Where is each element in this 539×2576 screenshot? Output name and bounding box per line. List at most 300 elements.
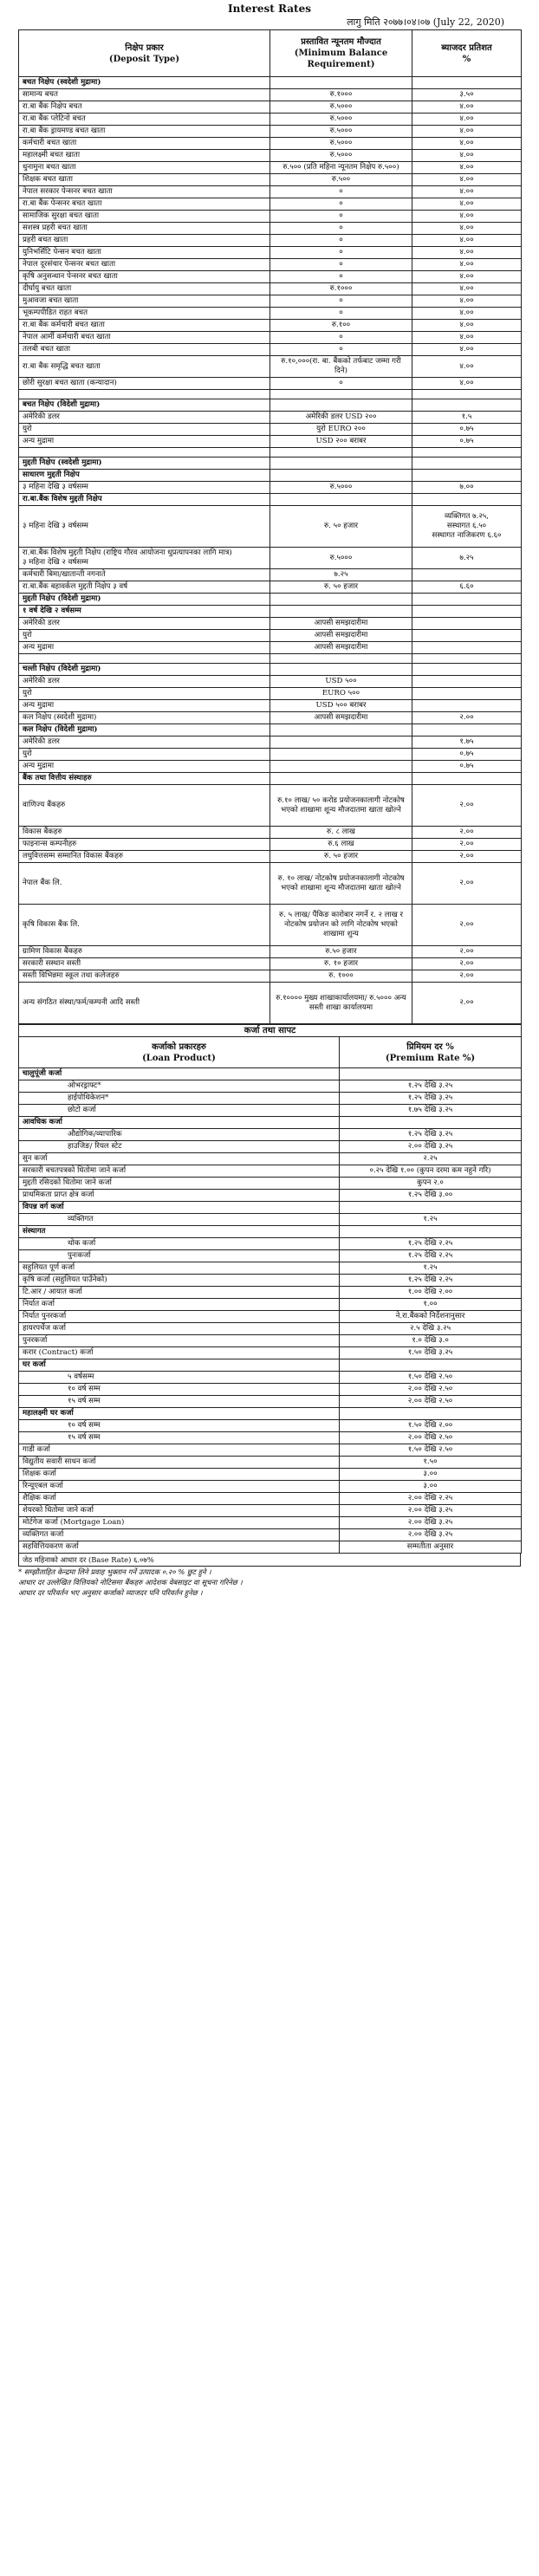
premium-rate-cell: १.५० देखि ३.२५ bbox=[340, 1347, 522, 1359]
min-balance-cell bbox=[270, 736, 412, 749]
deposit-row bbox=[19, 198, 522, 211]
min-balance-cell: ० bbox=[270, 198, 412, 211]
deposit-row bbox=[19, 399, 522, 412]
min-balance-cell: रु. ८ लाख bbox=[270, 827, 412, 839]
premium-rate-cell: १.५० bbox=[340, 1457, 522, 1469]
loan-row bbox=[19, 1287, 522, 1299]
min-balance-cell: रु. १० लाख/ नोटकोष प्रयोजनकालागी नोटकोष भएको शाखामा शून्य मौजदातमा खाता खोल्ने bbox=[270, 863, 412, 905]
deposit-row bbox=[19, 785, 522, 827]
rate-cell: ४.०० bbox=[412, 211, 522, 223]
loan-row bbox=[19, 1250, 522, 1262]
premium-rate-cell: २.०० देखि ३.२५ bbox=[340, 1529, 522, 1541]
deposit-row bbox=[19, 839, 522, 851]
deposit-row bbox=[19, 946, 522, 958]
loan-row bbox=[19, 1323, 522, 1335]
rate-cell: ०.७५ bbox=[412, 761, 522, 773]
loan-row bbox=[19, 1068, 522, 1080]
rate-cell bbox=[412, 448, 522, 457]
deposit-type-cell: अन्य मुद्रामा bbox=[19, 700, 270, 712]
loan-product-cell: रिन्यूएबल कर्जा bbox=[19, 1481, 340, 1493]
min-balance-cell: युरो EURO २०० bbox=[270, 424, 412, 436]
rate-cell bbox=[412, 700, 522, 712]
deposit-rows bbox=[19, 77, 522, 1024]
rate-cell: ४.०० bbox=[412, 356, 522, 378]
deposit-row bbox=[19, 344, 522, 356]
loan-product-cell: पुनःकर्जा bbox=[19, 1250, 340, 1262]
deposit-type-cell: रा.बा बैंक समृद्धि बचत खाता bbox=[19, 356, 270, 378]
deposit-row bbox=[19, 186, 522, 198]
min-balance-cell bbox=[270, 773, 412, 785]
deposit-type-cell: अमेरिकी डलर bbox=[19, 618, 270, 630]
min-balance-cell: रु.१००० bbox=[270, 89, 412, 101]
deposit-type-cell: महालक्ष्मी बचत खाता bbox=[19, 150, 270, 162]
deposit-row bbox=[19, 412, 522, 424]
loan-product-cell: हाईपोथिकेशन* bbox=[19, 1093, 340, 1105]
loan-product-header: कर्जाको प्रकारहरु (Loan Product) bbox=[19, 1037, 340, 1068]
deposit-row bbox=[19, 457, 522, 470]
effective-date: लागु मिति २०७७।०४।०७ (July 22, 2020) bbox=[347, 16, 504, 28]
loan-product-cell: थोक कर्जा bbox=[19, 1238, 340, 1250]
min-balance-cell: ० bbox=[270, 235, 412, 247]
deposit-row bbox=[19, 114, 522, 126]
loan-row bbox=[19, 1347, 522, 1359]
deposit-row bbox=[19, 773, 522, 785]
deposit-row bbox=[19, 863, 522, 905]
deposit-type-cell: मुआवजा बचत खाता bbox=[19, 295, 270, 308]
rate-cell: २.०० bbox=[412, 712, 522, 724]
rate-cell: ४.०० bbox=[412, 101, 522, 114]
min-balance-cell: रु.१०० bbox=[270, 320, 412, 332]
deposit-type-cell: नेपाल आर्मी कर्मचारी बचत खाता bbox=[19, 332, 270, 344]
deposit-type-cell bbox=[19, 448, 270, 457]
rate-cell bbox=[412, 618, 522, 630]
loan-product-cell: शैक्षिक कर्जा bbox=[19, 1493, 340, 1505]
loan-product-cell: हाउजिङ/ रियल स्टेट bbox=[19, 1141, 340, 1153]
deposit-type-cell: ग्रामिण विकास बैंकहरु bbox=[19, 946, 270, 958]
min-balance-cell: रु.५००० bbox=[270, 150, 412, 162]
deposit-type-cell: विकास बैंकहरु bbox=[19, 827, 270, 839]
premium-rate-cell: १.० देखि ३.० bbox=[340, 1335, 522, 1347]
min-balance-cell: रु. ५ लाख/ पैंकिङ कारोबार नगर्ने र. २ लाख र नोटकोष प्रयोजन को लागि नोटकोष भएको शाखामा शुन्य bbox=[270, 905, 412, 946]
min-balance-cell: ० bbox=[270, 271, 412, 283]
rate-cell: ४.०० bbox=[412, 344, 522, 356]
deposit-row bbox=[19, 89, 522, 101]
premium-rate-cell: १.५० देखि २.५० bbox=[340, 1372, 522, 1384]
rate-cell: २.०० bbox=[412, 905, 522, 946]
loan-product-cell: सहुलियत पूर्ण कर्जा bbox=[19, 1262, 340, 1275]
min-balance-cell: रु. ५० हजार bbox=[270, 506, 412, 548]
rate-cell: ४.०० bbox=[412, 283, 522, 295]
premium-rate-cell: २.५ देखि ३.२५ bbox=[340, 1323, 522, 1335]
deposit-type-cell: युरो bbox=[19, 688, 270, 700]
deposit-row bbox=[19, 308, 522, 320]
loan-product-cell: व्यक्तिगत कर्जा bbox=[19, 1529, 340, 1541]
premium-rate-cell: २.०० देखि २.५० bbox=[340, 1396, 522, 1408]
rate-cell: २.०० bbox=[412, 958, 522, 970]
deposit-row bbox=[19, 712, 522, 724]
note-base-rate: जेठ महिनाको आधार दर (Base Rate) ६.०७% bbox=[18, 1554, 521, 1567]
deposit-row bbox=[19, 271, 522, 283]
deposit-type-cell: सामान्य बचत bbox=[19, 89, 270, 101]
deposit-type-cell: रा.बा बैंक कर्मचारी बचत खाता bbox=[19, 320, 270, 332]
deposit-type-cell: नेपाल दूरसंचार पेन्सनर बचत खाता bbox=[19, 259, 270, 271]
rate-cell: ४.०० bbox=[412, 378, 522, 390]
loan-row bbox=[19, 1178, 522, 1190]
loan-header-row bbox=[19, 1037, 522, 1068]
loan-row bbox=[19, 1117, 522, 1129]
loan-row bbox=[19, 1493, 522, 1505]
deposit-row bbox=[19, 259, 522, 271]
deposit-row bbox=[19, 150, 522, 162]
loan-product-cell: शेयरको धितोमा जाने कर्जा bbox=[19, 1505, 340, 1517]
min-balance-cell: आपसी समझदारीमा bbox=[270, 642, 412, 654]
premium-rate-cell: १.२५ देखि ३.२५ bbox=[340, 1129, 522, 1141]
deposit-rates-table bbox=[18, 29, 522, 1024]
min-balance-cell: USD २०० बराबर bbox=[270, 436, 412, 448]
deposit-type-cell: सशस्त्र प्रहरी बचत खाता bbox=[19, 223, 270, 235]
loan-row bbox=[19, 1190, 522, 1202]
loan-row bbox=[19, 1262, 522, 1275]
deposit-row bbox=[19, 642, 522, 654]
loan-row bbox=[19, 1505, 522, 1517]
min-balance-cell bbox=[270, 399, 412, 412]
loan-row bbox=[19, 1372, 522, 1384]
deposit-row bbox=[19, 506, 522, 548]
premium-rate-cell: २.०० देखि ३.२५ bbox=[340, 1517, 522, 1529]
premium-rate-cell bbox=[340, 1117, 522, 1129]
deposit-type-cell: अन्य मुद्रामा bbox=[19, 761, 270, 773]
min-balance-cell: रु.१०००० मुख्य शाखाकार्यालयमा/ रु.५००० अन्य सस्ती शाखा कार्यालयमा bbox=[270, 983, 412, 1024]
premium-rate-cell bbox=[340, 1202, 522, 1214]
min-balance-cell: रु. १००० bbox=[270, 970, 412, 983]
rate-cell bbox=[412, 630, 522, 642]
min-balance-cell: आपसी समझदारीमा bbox=[270, 712, 412, 724]
min-balance-cell bbox=[270, 749, 412, 761]
rate-cell: ४.०० bbox=[412, 332, 522, 344]
rate-cell: ४.०० bbox=[412, 295, 522, 308]
deposit-type-cell: रा.बा.बैंक बहावर्कल मुद्दती निक्षेप ३ वर्ष bbox=[19, 581, 270, 594]
deposit-row bbox=[19, 676, 522, 688]
min-balance-cell: EURO ५०० bbox=[270, 688, 412, 700]
min-balance-cell: रु.५००० bbox=[270, 482, 412, 494]
deposit-row bbox=[19, 283, 522, 295]
loan-product-cell: मुद्दती रसिदको धितोमा जाने कर्जा bbox=[19, 1178, 340, 1190]
deposit-row bbox=[19, 851, 522, 863]
min-balance-cell: रु.५००० bbox=[270, 548, 412, 569]
deposit-type-cell: कृषि विकास बैंक लि. bbox=[19, 905, 270, 946]
loan-row bbox=[19, 1384, 522, 1396]
note-base-rate-publication: आधार दर उल्लेखित वित्तियको नोटिसमा बैंकहरु आदेशक वेबसाइट वा सूचना गरिनेछ । bbox=[18, 1578, 243, 1586]
min-balance-cell: USD ५०० बराबर bbox=[270, 700, 412, 712]
rate-cell bbox=[412, 642, 522, 654]
premium-rate-cell: ०.२५ देखि १.०० (कुपन दरमा कम नहुने गरि) bbox=[340, 1165, 522, 1178]
deposit-type-cell: युरो bbox=[19, 630, 270, 642]
premium-rate-cell: १.२५ bbox=[340, 1262, 522, 1275]
deposit-type-cell: रा.बा बैंक निक्षेप बचत bbox=[19, 101, 270, 114]
deposit-type-cell: धुनामुना बचत खाता bbox=[19, 162, 270, 174]
deposit-row bbox=[19, 101, 522, 114]
deposit-row bbox=[19, 436, 522, 448]
loan-product-cell: शिक्षक कर्जा bbox=[19, 1469, 340, 1481]
deposit-type-cell: ३ महिना देखि ३ वर्षसम्म bbox=[19, 506, 270, 548]
rate-cell: २.०० bbox=[412, 970, 522, 983]
loan-row bbox=[19, 1080, 522, 1093]
deposit-row bbox=[19, 905, 522, 946]
loan-product-cell: ओभरड्राफ्ट* bbox=[19, 1080, 340, 1093]
rate-cell bbox=[412, 664, 522, 676]
deposit-type-cell: शिक्षक बचत खाता bbox=[19, 174, 270, 186]
min-balance-cell: रु.५००० bbox=[270, 126, 412, 138]
deposit-row bbox=[19, 724, 522, 736]
deposit-row bbox=[19, 390, 522, 399]
premium-rate-cell: ने.रा.बैंकको निर्देशनानुसार bbox=[340, 1311, 522, 1323]
deposit-row bbox=[19, 235, 522, 247]
deposit-type-cell: सरकारी सस्थान सस्ती bbox=[19, 958, 270, 970]
loan-rates-table bbox=[18, 1024, 522, 1554]
loan-row bbox=[19, 1311, 522, 1323]
min-balance-cell: रु.१००० bbox=[270, 283, 412, 295]
deposit-type-cell: चल्ती निक्षेप (विदेशी मुद्रामा) bbox=[19, 664, 270, 676]
premium-rate-cell: १.२५ देखि २.२५ bbox=[340, 1250, 522, 1262]
deposit-header-row bbox=[19, 30, 522, 77]
min-balance-cell: अमेरिकी डलर USD २०० bbox=[270, 412, 412, 424]
rate-cell: ४.०० bbox=[412, 138, 522, 150]
min-balance-cell bbox=[270, 470, 412, 482]
loan-row bbox=[19, 1432, 522, 1444]
min-balance-header: प्रस्तावित न्यूनतम मौज्दात (Minimum Balance Requirement) bbox=[270, 30, 412, 77]
rate-cell: ४.०० bbox=[412, 198, 522, 211]
loan-product-cell: विपन्न वर्ग कर्जा bbox=[19, 1202, 340, 1214]
deposit-row bbox=[19, 958, 522, 970]
min-balance-cell: ० bbox=[270, 308, 412, 320]
rate-cell: २.०० bbox=[412, 851, 522, 863]
rate-cell: ४.०० bbox=[412, 150, 522, 162]
loan-row bbox=[19, 1129, 522, 1141]
deposit-type-cell: १ वर्ष देखि २ वर्षसम्म bbox=[19, 606, 270, 618]
deposit-row bbox=[19, 320, 522, 332]
rate-cell: ७.२५ bbox=[412, 548, 522, 569]
premium-rate-cell bbox=[340, 1068, 522, 1080]
rate-cell: ४.०० bbox=[412, 308, 522, 320]
min-balance-cell: रु.५० हजार bbox=[270, 946, 412, 958]
premium-rate-cell: १.२५ bbox=[340, 1214, 522, 1226]
loan-row bbox=[19, 1141, 522, 1153]
deposit-row bbox=[19, 761, 522, 773]
min-balance-cell: रु.६ लाख bbox=[270, 839, 412, 851]
loan-row bbox=[19, 1226, 522, 1238]
rate-cell: ६.६० bbox=[412, 581, 522, 594]
loan-product-cell: महालक्ष्मी घर कर्जा bbox=[19, 1408, 340, 1420]
deposit-type-cell: रा.बा.बैंक विशेष मुद्दती निक्षेप (राष्ट्रिय गौरव आयोजना धुप्रत्यापनका लागि मात्र) ३ महिना देखि २ वर्षसम्म bbox=[19, 548, 270, 569]
rate-cell: ४.०० bbox=[412, 320, 522, 332]
premium-rate-cell: १.५० देखि २.०० bbox=[340, 1420, 522, 1432]
deposit-row bbox=[19, 736, 522, 749]
loan-section-title-row bbox=[19, 1025, 522, 1037]
min-balance-cell: ० bbox=[270, 295, 412, 308]
rate-cell: ४.०० bbox=[412, 174, 522, 186]
deposit-row bbox=[19, 77, 522, 89]
deposit-row bbox=[19, 138, 522, 150]
loan-section-title: कर्जा तथा सापट bbox=[19, 1025, 522, 1037]
deposit-type-cell bbox=[19, 654, 270, 664]
min-balance-cell: रु.१०,०००(रा. बा. बैंकको तर्फबाट जम्मा गरी दिने) bbox=[270, 356, 412, 378]
deposit-type-cell: रा.बा बैंक पेन्सनर बचत खाता bbox=[19, 198, 270, 211]
deposit-row bbox=[19, 470, 522, 482]
premium-rate-cell bbox=[340, 1359, 522, 1372]
deposit-row bbox=[19, 174, 522, 186]
loan-row bbox=[19, 1165, 522, 1178]
min-balance-cell bbox=[270, 606, 412, 618]
rate-cell: २.०० bbox=[412, 863, 522, 905]
rate-cell: १.७५ bbox=[412, 736, 522, 749]
deposit-type-cell: सामाजिक सुरक्षा बचत खाता bbox=[19, 211, 270, 223]
loan-product-cell: ५ वर्षसम्म bbox=[19, 1372, 340, 1384]
min-balance-cell bbox=[270, 390, 412, 399]
rate-cell: ४.०० bbox=[412, 271, 522, 283]
min-balance-cell: रु.५०० bbox=[270, 174, 412, 186]
loan-product-cell: सहवित्तियकरण कर्जा bbox=[19, 1541, 340, 1554]
loan-row bbox=[19, 1299, 522, 1311]
loan-row bbox=[19, 1481, 522, 1493]
deposit-type-cell: मुद्दती निक्षेप (स्वदेशी मुद्रामा) bbox=[19, 457, 270, 470]
deposit-row bbox=[19, 630, 522, 642]
premium-rate-cell: २.०० देखि ३.२५ bbox=[340, 1141, 522, 1153]
deposit-type-cell: रा.बा बैंक प्लेटिनो बचत bbox=[19, 114, 270, 126]
loan-row bbox=[19, 1359, 522, 1372]
deposit-type-cell bbox=[19, 390, 270, 399]
min-balance-cell: ७.२५ bbox=[270, 569, 412, 581]
min-balance-cell: रु.५००० bbox=[270, 101, 412, 114]
deposit-type-cell: साधारण मुद्दती निक्षेप bbox=[19, 470, 270, 482]
premium-rate-cell: सम्मतीता अनुसार bbox=[340, 1541, 522, 1554]
deposit-row bbox=[19, 448, 522, 457]
rate-cell: २.०० bbox=[412, 827, 522, 839]
loan-product-cell: घर कर्जा bbox=[19, 1359, 340, 1372]
rate-cell: २.०० bbox=[412, 946, 522, 958]
min-balance-cell: आपसी समझदारीमा bbox=[270, 618, 412, 630]
min-balance-cell: रु.५००० bbox=[270, 114, 412, 126]
rate-cell: १.५ bbox=[412, 412, 522, 424]
premium-rate-cell: २.०० देखि ३.२५ bbox=[340, 1505, 522, 1517]
rate-cell: ४.०० bbox=[412, 186, 522, 198]
min-balance-cell bbox=[270, 654, 412, 664]
rate-cell bbox=[412, 654, 522, 664]
rate-cell: ४.०० bbox=[412, 162, 522, 174]
deposit-row bbox=[19, 827, 522, 839]
deposit-row bbox=[19, 548, 522, 569]
min-balance-cell: ० bbox=[270, 223, 412, 235]
loan-product-cell: १० वर्ष सम्म bbox=[19, 1384, 340, 1396]
deposit-type-cell: कल निक्षेप (स्वदेशी मुद्रामा) bbox=[19, 712, 270, 724]
deposit-row bbox=[19, 494, 522, 506]
rate-header: ब्याजदर प्रतिशत % bbox=[412, 30, 522, 77]
deposit-type-cell: वाणिज्य बैंकहरु bbox=[19, 785, 270, 827]
loan-row bbox=[19, 1420, 522, 1432]
loan-product-cell: प्राथमिकता प्राप्त क्षेत्र कर्जा bbox=[19, 1190, 340, 1202]
rate-cell: ४.०० bbox=[412, 126, 522, 138]
premium-rate-cell: १.२५ देखि ३.२५ bbox=[340, 1093, 522, 1105]
deposit-type-cell: बचत निक्षेप (विदेशी मुद्रामा) bbox=[19, 399, 270, 412]
rate-cell bbox=[412, 688, 522, 700]
deposit-type-cell: अन्य मुद्रामा bbox=[19, 436, 270, 448]
loan-rows bbox=[19, 1068, 522, 1554]
deposit-row bbox=[19, 664, 522, 676]
deposit-type-cell: बचत निक्षेप (स्वदेशी मुद्रामा) bbox=[19, 77, 270, 89]
min-balance-cell: रु.५०० (प्रति महिना न्यूनतम निक्षेप रु.५००) bbox=[270, 162, 412, 174]
premium-rate-cell: ३.०० bbox=[340, 1469, 522, 1481]
deposit-row bbox=[19, 247, 522, 259]
deposit-row bbox=[19, 295, 522, 308]
rate-cell bbox=[412, 399, 522, 412]
rate-cell: ४.०० bbox=[412, 235, 522, 247]
min-balance-cell: रु. १० हजार bbox=[270, 958, 412, 970]
loan-row bbox=[19, 1469, 522, 1481]
deposit-row bbox=[19, 606, 522, 618]
min-balance-cell: रु. ५० हजार bbox=[270, 581, 412, 594]
premium-rate-cell: कुपन २.० bbox=[340, 1178, 522, 1190]
rate-cell bbox=[412, 606, 522, 618]
premium-rate-cell: २.२५ bbox=[340, 1153, 522, 1165]
deposit-row bbox=[19, 749, 522, 761]
rate-cell bbox=[412, 77, 522, 89]
deposit-type-cell: अमेरिकी डलर bbox=[19, 676, 270, 688]
rate-cell: ०.७५ bbox=[412, 424, 522, 436]
deposit-type-cell: दीर्घायु बचत खाता bbox=[19, 283, 270, 295]
rate-cell: २.०० bbox=[412, 839, 522, 851]
rate-cell bbox=[412, 724, 522, 736]
loan-row bbox=[19, 1093, 522, 1105]
premium-rate-cell: १.०० देखि २.०० bbox=[340, 1287, 522, 1299]
loan-row bbox=[19, 1396, 522, 1408]
deposit-row bbox=[19, 332, 522, 344]
loan-row bbox=[19, 1444, 522, 1457]
deposit-row bbox=[19, 970, 522, 983]
rate-cell: ०.७५ bbox=[412, 749, 522, 761]
loan-row bbox=[19, 1517, 522, 1529]
note-rate-change: आधार दर परिवर्तन भए अनुसार कर्जाको व्याजदर पनि परिवर्तन हुनेछ । bbox=[18, 1588, 203, 1597]
deposit-type-cell: अमेरिकी डलर bbox=[19, 412, 270, 424]
premium-rate-cell: २.०० देखि २.५० bbox=[340, 1432, 522, 1444]
deposit-row bbox=[19, 126, 522, 138]
loan-row bbox=[19, 1214, 522, 1226]
deposit-type-cell: मुद्दती निक्षेप (विदेशी मुद्रामा) bbox=[19, 594, 270, 606]
loan-product-cell: हायरपर्चेज कर्जा bbox=[19, 1323, 340, 1335]
premium-rate-cell: १.२५ देखि २.२५ bbox=[340, 1238, 522, 1250]
deposit-row bbox=[19, 223, 522, 235]
premium-rate-cell: १.२५ देखि ३.२५ bbox=[340, 1080, 522, 1093]
rate-cell bbox=[412, 494, 522, 506]
min-balance-cell: आपसी समझदारीमा bbox=[270, 630, 412, 642]
deposit-type-cell: लघुवित्तसम्म सम्मानित विकास बैंकहरु bbox=[19, 851, 270, 863]
deposit-row bbox=[19, 356, 522, 378]
min-balance-cell: रु.५००० bbox=[270, 138, 412, 150]
min-balance-cell: रु. ५० हजार bbox=[270, 851, 412, 863]
min-balance-cell: USD ५०० bbox=[270, 676, 412, 688]
premium-rate-cell: १.२५ देखि ३.०० bbox=[340, 1190, 522, 1202]
loan-product-cell: मोर्टगेज कर्जा (Mortgage Loan) bbox=[19, 1517, 340, 1529]
loan-row bbox=[19, 1541, 522, 1554]
deposit-type-cell: अमेरिकी डलर bbox=[19, 736, 270, 749]
loan-row bbox=[19, 1335, 522, 1347]
deposit-type-cell: सस्ती विभिन्नमा स्कूल तथा कलेजहरु bbox=[19, 970, 270, 983]
min-balance-cell bbox=[270, 594, 412, 606]
loan-row bbox=[19, 1202, 522, 1214]
min-balance-cell: रु.१० लाख/ ५० करोड प्रयोजनकालागी नोटकोष भएको शाखामा शून्य मौजदातमा खाता खोल्ने bbox=[270, 785, 412, 827]
loan-product-cell: विद्युतीय सवारी साधन कर्जा bbox=[19, 1457, 340, 1469]
loan-product-cell: चालुपूंजी कर्जा bbox=[19, 1068, 340, 1080]
min-balance-cell: ० bbox=[270, 247, 412, 259]
loan-row bbox=[19, 1457, 522, 1469]
